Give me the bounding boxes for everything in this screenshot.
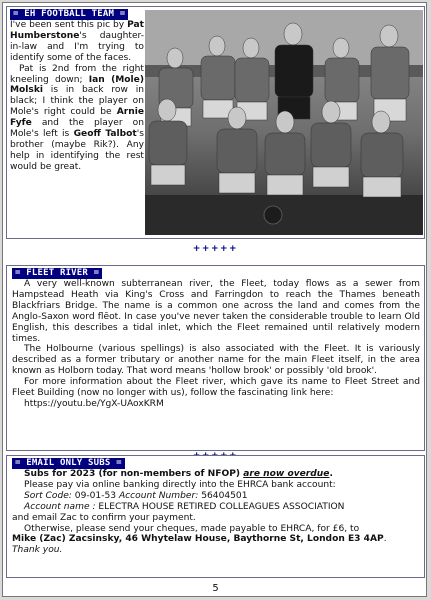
account-number-value: 56404501 xyxy=(198,490,248,501)
thank-you: Thank you. xyxy=(12,545,63,556)
football-heading: = EH FOOTBALL TEAM = xyxy=(10,9,128,20)
account-number-label: Account Number: xyxy=(118,490,199,501)
sort-code-line xyxy=(12,491,420,502)
separator: +++++ xyxy=(192,244,239,254)
postal-address: Mike (Zac) Zacsinsky, 46 Whytelaw House, Baythorne St, London E3 4AP xyxy=(12,534,384,545)
cheque-line: Otherwise, please send your cheques, made payable to EHRCA, for £6, to xyxy=(24,523,360,534)
subs-instructions: Please pay via online banking directly into the EHRCA bank account: xyxy=(24,479,336,490)
subs-overdue-emphasis: are now overdue xyxy=(243,469,330,479)
newsletter-page xyxy=(2,2,427,597)
football-text-run: 's daughter-in-law and I'm trying to identify some of the faces. xyxy=(10,30,144,63)
subs-overdue-line: Subs for 2023 (for non-members of NFOP) are now overdue. xyxy=(24,469,333,479)
page-number: 5 xyxy=(212,583,219,594)
fleet-heading: = FLEET RIVER = xyxy=(12,268,102,279)
football-text-run: is in back row in black; I think the player on Mole's right could be xyxy=(10,85,144,118)
football-paragraph-2 xyxy=(10,64,144,173)
football-team-section xyxy=(6,6,425,239)
address-line: Mike (Zac) Zacsinsky, 46 Whytelaw House, Baythorne St, London E3 4AP. xyxy=(12,534,387,545)
football-text-run: I've been sent this pic by xyxy=(10,20,128,30)
team-photo-image xyxy=(145,10,423,235)
account-name-label: Account name : xyxy=(24,501,96,512)
football-paragraph-1 xyxy=(10,20,144,64)
fleet-video-link[interactable]: https://youtu.be/YgX-UAoxKRM xyxy=(24,398,164,409)
fleet-paragraph-2: The Holbourne (various spellings) is also associated with the Fleet. It is variously described as a former tributary or another name for the main Fleet itself, in the area known as Holborn today. That word means 'hollow brook' or possibly 'old brook'. xyxy=(12,344,420,377)
person-name: Arnie Fyfe xyxy=(10,107,144,129)
person-name: Geoff Talbot xyxy=(73,129,137,140)
person-name: Ian (Mole) Molski xyxy=(10,74,144,96)
email-subs-section xyxy=(6,455,425,578)
football-text-run: Pat is 2nd from the right kneeling down; xyxy=(10,63,144,85)
subs-heading: = EMAIL ONLY SUBS = xyxy=(12,458,125,469)
football-text xyxy=(10,9,144,173)
fleet-paragraph-1: A very well-known subterranean river, the Fleet, today flows as a sewer from Hampstead Heath via King's Cross and Farringdon to reach the Thames beneath Blackfriars Bridge. The name is a common one across the land and comes from the Anglo-Saxon word flēot. In case you've never taken the considerable trouble to learn Old English, this describes a tidal inlet, which the Fleet remained until relatively modern times. xyxy=(12,279,420,344)
email-confirm-line: and email Zac to confirm your payment. xyxy=(12,512,196,523)
person-name: Pat Humberstone xyxy=(10,20,144,41)
account-name-value: ELECTRA HOUSE RETIRED COLLEAGUES ASSOCIATION xyxy=(95,501,345,512)
football-text-run: 's brother (maybe Rik?). Any help in identifying the rest would be great. xyxy=(10,129,144,172)
sort-code-value: 09-01-53 xyxy=(71,490,119,501)
team-photo xyxy=(145,10,423,235)
fleet-paragraph-3: For more information about the Fleet river, which gave its name to Fleet Street and Fleet Building (now no longer with us), follow the fascinating link here: xyxy=(12,377,420,399)
fleet-river-section xyxy=(6,265,425,451)
subs-overdue-text: Subs for 2023 (for non-members of NFOP) xyxy=(24,469,244,479)
account-name-line xyxy=(12,502,420,513)
football-text-run: and the player on Mole's left is xyxy=(10,118,144,140)
sort-code-label: Sort Code: xyxy=(24,490,72,501)
